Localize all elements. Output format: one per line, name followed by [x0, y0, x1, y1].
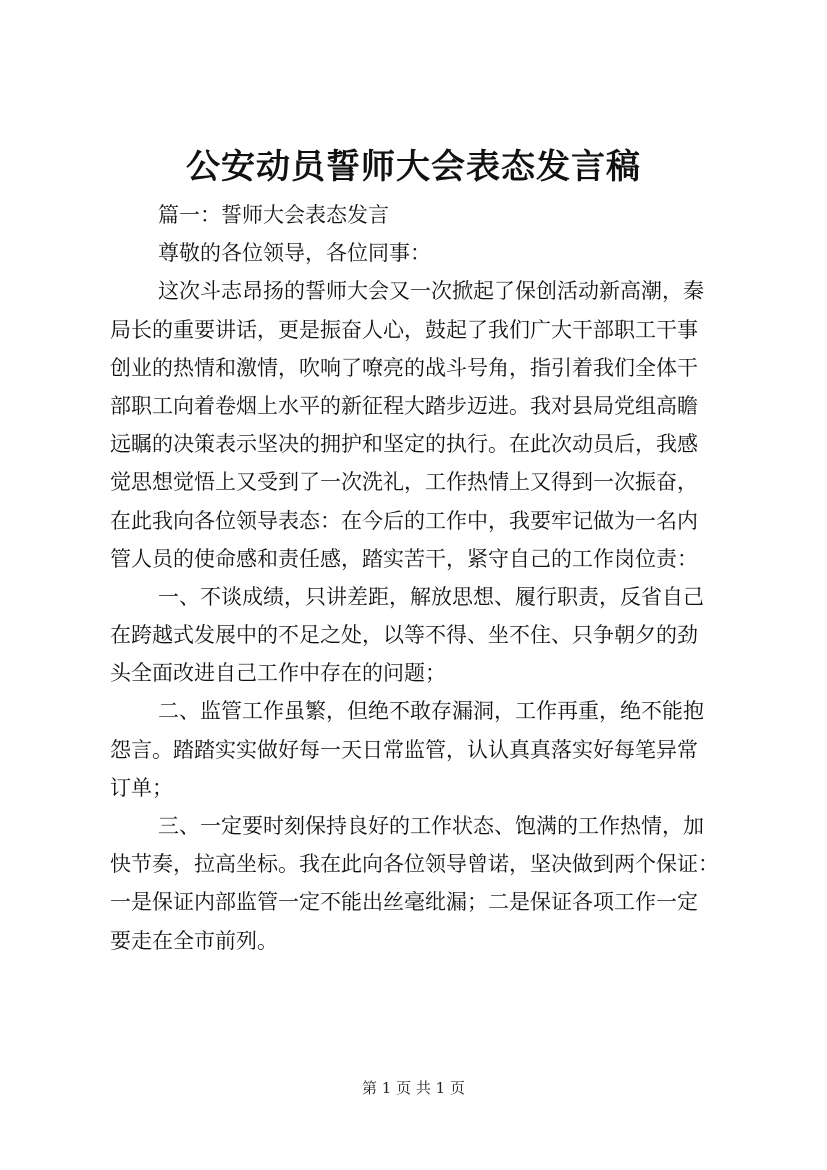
list-item-line: 快节奏，拉高坐标。我在此向各位领导曾诺，坚决做到两个保证： — [110, 852, 719, 877]
list-item-line: 二、监管工作虽繁，但绝不敢存漏洞，工作再重，绝不能抱 — [158, 699, 704, 724]
list-item-line: 一是保证内部监管一定不能出丝毫纰漏；二是保证各项工作一定 — [110, 890, 698, 915]
paragraph-line: 在此我向各位领导表态：在今后的工作中，我要牢记做为一名内 — [110, 508, 698, 533]
paragraph-line: 这次斗志昂扬的誓师大会又一次掀起了保创活动新高潮，秦 — [158, 279, 704, 304]
salutation: 尊敬的各位领导，各位同事： — [158, 241, 431, 266]
list-item-line: 订单； — [110, 775, 173, 800]
paragraph-line: 管人员的使命感和责任感，踏实苦干，紧守自己的工作岗位责： — [110, 546, 698, 571]
paragraph-line: 远瞩的决策表示坚决的拥护和坚定的执行。在此次动员后，我感 — [110, 432, 698, 457]
document-title: 公安动员誓师大会表态发言稿 — [186, 147, 641, 187]
paragraph-line: 局长的重要讲话，更是振奋人心，鼓起了我们广大干部职工干事 — [110, 317, 698, 342]
section-heading: 篇一：誓师大会表态发言 — [158, 203, 389, 227]
paragraph-line: 创业的热情和激情，吹响了嘹亮的战斗号角，指引着我们全体干 — [110, 355, 698, 380]
list-item-line: 要走在全市前列。 — [110, 928, 278, 953]
list-item-line: 三、一定要时刻保持良好的工作状态、饱满的工作热情，加 — [158, 814, 704, 838]
paragraph-line: 觉思想觉悟上又受到了一次洗礼，工作热情上又得到一次振奋， — [110, 470, 698, 495]
list-item-line: 头全面改进自己工作中存在的问题； — [110, 661, 446, 686]
list-item-line: 怨言。踏踏实实做好每一天日常监管，认认真真落实好每笔异常 — [110, 737, 698, 762]
list-item-line: 一、不谈成绩，只讲差距，解放思想、履行职责，反省自己 — [158, 584, 704, 609]
document-body — [110, 196, 740, 960]
page-footer: 第 1 页 共 1 页 — [362, 1079, 465, 1097]
paragraph-line: 部职工向着卷烟上水平的新征程大踏步迈进。我对县局党组高瞻 — [110, 393, 698, 418]
list-item-line: 在跨越式发展中的不足之处，以等不得、坐不住、只争朝夕的劲 — [110, 623, 698, 648]
